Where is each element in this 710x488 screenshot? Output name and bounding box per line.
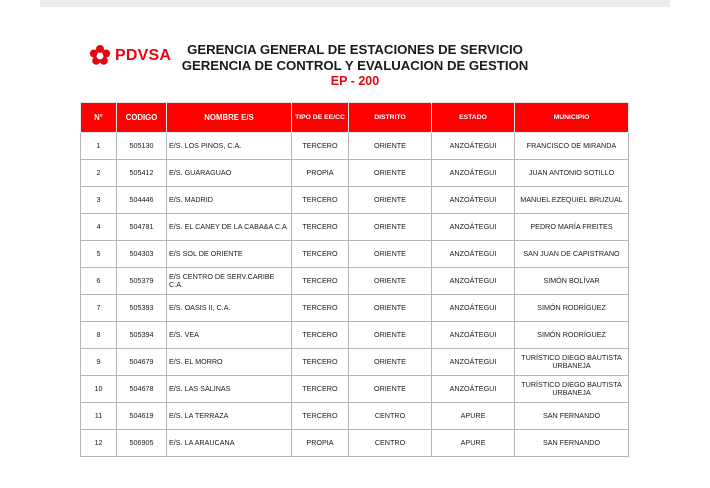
cell-number: 7 bbox=[81, 295, 117, 322]
cell-type: TERCERO bbox=[292, 187, 349, 214]
cell-number: 11 bbox=[81, 403, 117, 430]
cell-state: ANZOÁTEGUI bbox=[432, 214, 515, 241]
cell-code: 505130 bbox=[117, 133, 167, 160]
table-row bbox=[81, 160, 629, 187]
cell-type: TERCERO bbox=[292, 322, 349, 349]
cell-state: ANZOÁTEGUI bbox=[432, 187, 515, 214]
cell-type: TERCERO bbox=[292, 349, 349, 376]
cell-number: 1 bbox=[81, 133, 117, 160]
column-header-district: DISTRITO bbox=[349, 103, 432, 133]
cell-type: PROPIA bbox=[292, 160, 349, 187]
cell-district: ORIENTE bbox=[349, 214, 432, 241]
heading-line-2: GERENCIA DE CONTROL Y EVALUACION DE GESTION bbox=[181, 58, 529, 73]
cell-type: TERCERO bbox=[292, 295, 349, 322]
cell-municipality: SAN FERNANDO bbox=[515, 430, 629, 457]
cell-municipality: SIMÓN RODRÍGUEZ bbox=[515, 322, 629, 349]
cell-station-name: E/S. OASIS II, C.A. bbox=[167, 295, 292, 322]
cell-state: ANZOÁTEGUI bbox=[432, 376, 515, 403]
cell-municipality: JUAN ANTONIO SOTILLO bbox=[515, 160, 629, 187]
cell-state: ANZOÁTEGUI bbox=[432, 160, 515, 187]
cell-district: CENTRO bbox=[349, 430, 432, 457]
cell-type: TERCERO bbox=[292, 268, 349, 295]
cell-state: APURE bbox=[432, 430, 515, 457]
cell-district: ORIENTE bbox=[349, 187, 432, 214]
cell-number: 5 bbox=[81, 241, 117, 268]
cell-state: ANZOÁTEGUI bbox=[432, 322, 515, 349]
cell-municipality: SAN JUAN DE CAPISTRANO bbox=[515, 241, 629, 268]
cell-municipality: FRANCISCO DE MIRANDA bbox=[515, 133, 629, 160]
cell-municipality: MANUEL EZEQUIEL BRUZUAL bbox=[515, 187, 629, 214]
cell-number: 6 bbox=[81, 268, 117, 295]
column-header-code: CODIGO bbox=[117, 103, 167, 133]
cell-station-name: E/S. MADRID bbox=[167, 187, 292, 214]
cell-station-name: E/S SOL DE ORIENTE bbox=[167, 241, 292, 268]
column-header-type: TIPO DE EE/CC bbox=[292, 103, 349, 133]
cell-district: ORIENTE bbox=[349, 322, 432, 349]
cell-code: 505394 bbox=[117, 322, 167, 349]
cell-state: ANZOÁTEGUI bbox=[432, 241, 515, 268]
cell-station-name: E/S. EL MORRO bbox=[167, 349, 292, 376]
cell-code: 504619 bbox=[117, 403, 167, 430]
pdvsa-logo bbox=[88, 43, 171, 69]
table-row bbox=[81, 241, 629, 268]
cell-district: ORIENTE bbox=[349, 241, 432, 268]
cell-municipality: TURÍSTICO DIEGO BAUTISTA URBANEJA bbox=[515, 349, 629, 376]
cell-code: 505379 bbox=[117, 268, 167, 295]
cell-state: APURE bbox=[432, 403, 515, 430]
cell-code: 506905 bbox=[117, 430, 167, 457]
cell-district: ORIENTE bbox=[349, 376, 432, 403]
cell-state: ANZOÁTEGUI bbox=[432, 268, 515, 295]
cell-state: ANZOÁTEGUI bbox=[432, 133, 515, 160]
cell-code: 504446 bbox=[117, 187, 167, 214]
cell-number: 3 bbox=[81, 187, 117, 214]
stations-table bbox=[80, 102, 629, 457]
page-top-strip bbox=[40, 0, 670, 7]
cell-district: ORIENTE bbox=[349, 295, 432, 322]
cell-station-name: E/S. LAS SALINAS bbox=[167, 376, 292, 403]
column-header-municipality: MUNICIPIO bbox=[515, 103, 629, 133]
table-row bbox=[81, 268, 629, 295]
cell-code: 505393 bbox=[117, 295, 167, 322]
table-row bbox=[81, 376, 629, 403]
cell-type: PROPIA bbox=[292, 430, 349, 457]
cell-code: 504678 bbox=[117, 376, 167, 403]
pdvsa-sun-icon bbox=[88, 44, 112, 68]
cell-code: 504303 bbox=[117, 241, 167, 268]
cell-municipality: PEDRO MARÍA FREITES bbox=[515, 214, 629, 241]
cell-type: TERCERO bbox=[292, 403, 349, 430]
cell-state: ANZOÁTEGUI bbox=[432, 349, 515, 376]
table-row bbox=[81, 187, 629, 214]
cell-type: TERCERO bbox=[292, 133, 349, 160]
cell-station-name: E/S. LA TERRAZA bbox=[167, 403, 292, 430]
cell-code: 504781 bbox=[117, 214, 167, 241]
cell-type: TERCERO bbox=[292, 241, 349, 268]
cell-state: ANZOÁTEGUI bbox=[432, 295, 515, 322]
cell-number: 10 bbox=[81, 376, 117, 403]
cell-municipality: SAN FERNANDO bbox=[515, 403, 629, 430]
cell-municipality: SIMÓN RODRÍGUEZ bbox=[515, 295, 629, 322]
cell-type: TERCERO bbox=[292, 214, 349, 241]
cell-number: 4 bbox=[81, 214, 117, 241]
table-row bbox=[81, 133, 629, 160]
heading-line-1: GERENCIA GENERAL DE ESTACIONES DE SERVICIO bbox=[187, 42, 523, 57]
cell-number: 8 bbox=[81, 322, 117, 349]
cell-municipality: TURÍSTICO DIEGO BAUTISTA URBANEJA bbox=[515, 376, 629, 403]
cell-number: 12 bbox=[81, 430, 117, 457]
column-header-name: NOMBRE E/S bbox=[167, 103, 292, 133]
cell-station-name: E/S. EL CANEY DE LA CABA&A C.A bbox=[167, 214, 292, 241]
cell-number: 2 bbox=[81, 160, 117, 187]
table-row bbox=[81, 214, 629, 241]
cell-district: ORIENTE bbox=[349, 160, 432, 187]
table-row bbox=[81, 295, 629, 322]
cell-municipality: SIMÓN BOLÍVAR bbox=[515, 268, 629, 295]
table-row bbox=[81, 322, 629, 349]
table-row bbox=[81, 349, 629, 376]
cell-district: ORIENTE bbox=[349, 133, 432, 160]
logo-text: PDVSA bbox=[115, 47, 172, 64]
cell-district: ORIENTE bbox=[349, 268, 432, 295]
document-heading bbox=[170, 42, 540, 89]
cell-number: 9 bbox=[81, 349, 117, 376]
table-header-row bbox=[81, 103, 629, 133]
cell-district: ORIENTE bbox=[349, 349, 432, 376]
cell-station-name: E/S. LOS PINOS, C.A. bbox=[167, 133, 292, 160]
column-header-number: N° bbox=[81, 103, 117, 133]
table-row bbox=[81, 430, 629, 457]
document-code: EP - 200 bbox=[330, 74, 380, 88]
cell-station-name: E/S. VEA bbox=[167, 322, 292, 349]
cell-station-name: E/S. GUARAGUAO bbox=[167, 160, 292, 187]
cell-station-name: E/S. LA ARAUCANA bbox=[167, 430, 292, 457]
cell-type: TERCERO bbox=[292, 376, 349, 403]
table-row bbox=[81, 403, 629, 430]
cell-code: 505412 bbox=[117, 160, 167, 187]
column-header-state: ESTADO bbox=[432, 103, 515, 133]
cell-station-name: E/S CENTRO DE SERV.CARIBE C.A. bbox=[167, 268, 292, 295]
cell-code: 504679 bbox=[117, 349, 167, 376]
cell-district: CENTRO bbox=[349, 403, 432, 430]
